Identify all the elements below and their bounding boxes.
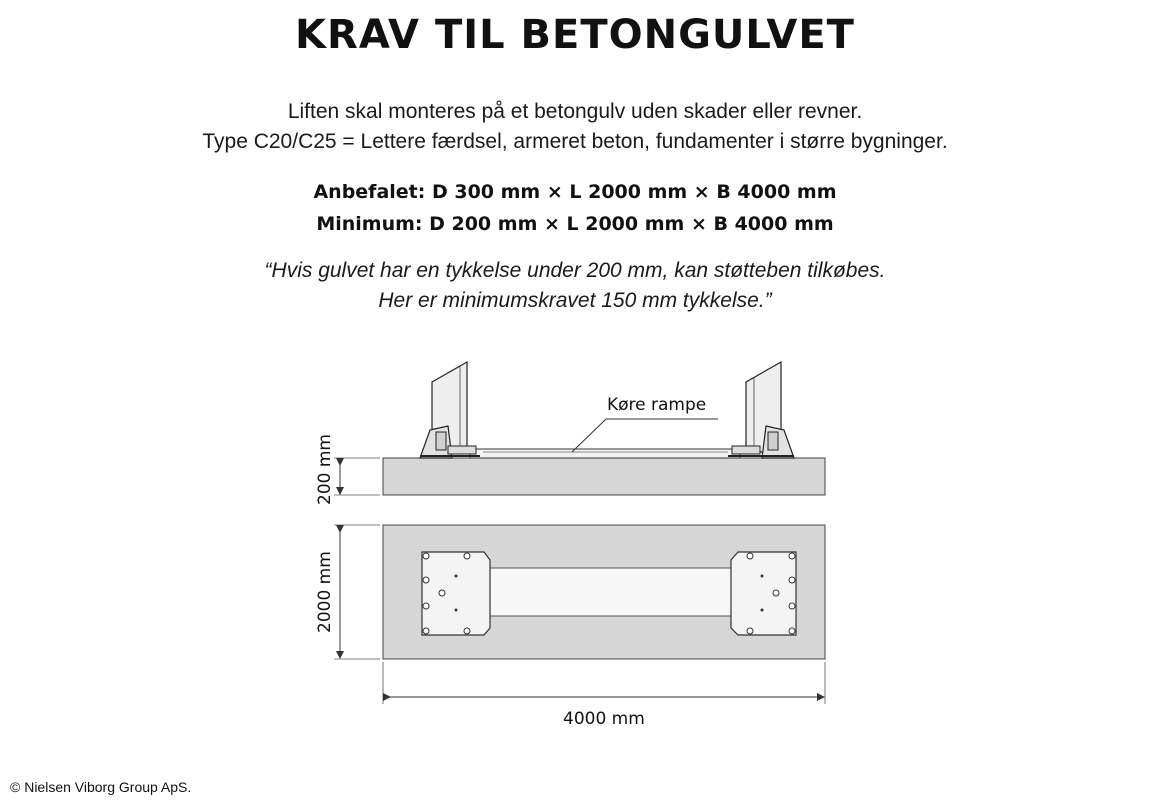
intro-line-1: Liften skal monteres på et betongulv uden skader eller revner.: [287, 100, 863, 123]
top-view: [315, 525, 825, 729]
ramp-leader-line: [572, 419, 718, 452]
left-base-plate: [422, 552, 490, 635]
length-dimension: [315, 525, 380, 659]
page-title: KRAV TIL BETONGULVET: [295, 12, 855, 58]
right-base-plate: [731, 552, 796, 635]
drive-ramp-plan: [484, 568, 734, 616]
copyright-notice: © Nielsen Viborg Group ApS.: [10, 779, 192, 795]
spec-recommended: Anbefalet: D 300 mm × L 2000 mm × B 4000 mm: [313, 181, 837, 203]
depth-dimension-label: 200 mm: [315, 434, 335, 505]
note-line-2: Her er minimumskravet 150 mm tykkelse.”: [378, 289, 772, 312]
note-line-1: “Hvis gulvet har en tykkelse under 200 mm, kan støtteben tilkøbes.: [264, 259, 886, 282]
concrete-slab-section: [383, 458, 825, 495]
drive-ramp: [470, 449, 740, 458]
intro-line-2: Type C20/C25 = Lettere færdsel, armeret beton, fundamenter i større bygninger.: [202, 130, 948, 153]
ramp-label: Køre rampe: [607, 395, 707, 415]
length-dimension-label: 2000 mm: [315, 551, 335, 633]
left-lift-column: [420, 362, 480, 458]
depth-dimension: [315, 434, 380, 505]
side-view: [315, 362, 825, 505]
spec-minimum: Minimum: D 200 mm × L 2000 mm × B 4000 mm: [316, 213, 834, 235]
right-lift-column: [728, 362, 794, 458]
width-dimension-label: 4000 mm: [563, 709, 645, 729]
width-dimension: [383, 662, 825, 729]
